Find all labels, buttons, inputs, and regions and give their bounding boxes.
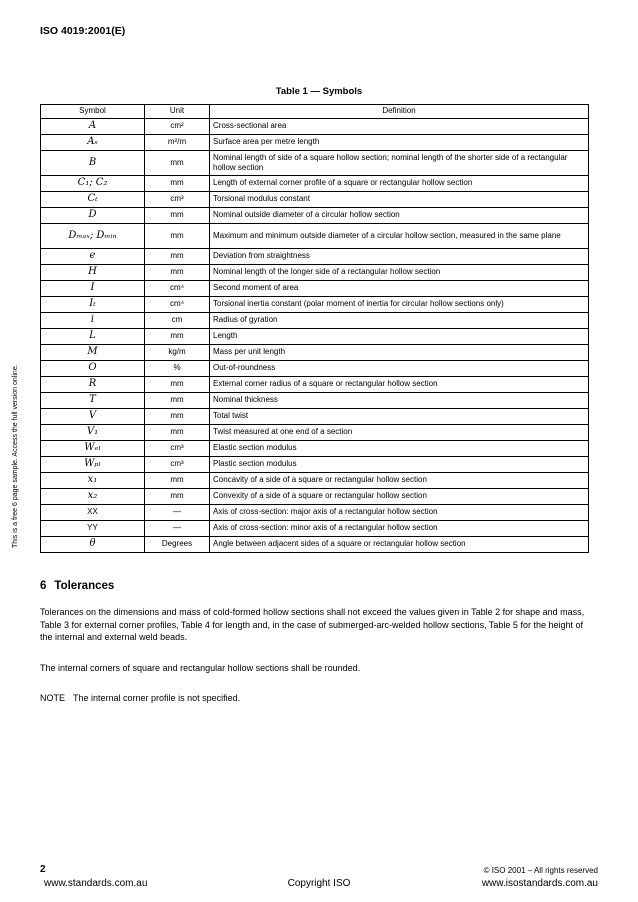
cell-symbol: YY	[41, 521, 145, 537]
table-caption: Table 1 — Symbols	[275, 86, 363, 97]
cell-definition: Second moment of area	[210, 281, 589, 297]
table-row	[41, 313, 589, 329]
cell-definition: Surface area per metre length	[210, 135, 589, 151]
table-row	[41, 425, 589, 441]
copyright-notice: © ISO 2001 – All rights reserved	[483, 866, 598, 875]
note-label: NOTE	[40, 693, 66, 703]
cell-unit: mm	[145, 393, 210, 409]
cell-symbol: H	[41, 265, 145, 281]
note	[40, 692, 590, 705]
cell-symbol: Aₛ	[41, 135, 145, 151]
cell-symbol: Iₜ	[41, 297, 145, 313]
table-row	[41, 192, 589, 208]
cell-symbol: V₁	[41, 425, 145, 441]
symbols-table	[40, 104, 589, 553]
cell-unit: kg/m	[145, 345, 210, 361]
table-row	[41, 393, 589, 409]
cell-definition: Torsional inertia constant (polar moment of inertia for circular hollow sections only)	[210, 297, 589, 313]
table-row	[41, 345, 589, 361]
cell-unit: mm	[145, 329, 210, 345]
table-row	[41, 119, 589, 135]
cell-unit: m²/m	[145, 135, 210, 151]
cell-definition: External corner radius of a square or rectangular hollow section	[210, 377, 589, 393]
cell-definition: Radius of gyration	[210, 313, 589, 329]
cell-definition: Nominal thickness	[210, 393, 589, 409]
cell-symbol: O	[41, 361, 145, 377]
cell-unit: Degrees	[145, 537, 210, 553]
cell-symbol: x₂	[41, 489, 145, 505]
cell-definition: Total twist	[210, 409, 589, 425]
cell-definition: Convexity of a side of a square or rectangular hollow section	[210, 489, 589, 505]
cell-symbol: R	[41, 377, 145, 393]
cell-symbol: i	[41, 313, 145, 329]
cell-unit: mm	[145, 265, 210, 281]
table-row	[41, 297, 589, 313]
cell-symbol: θ	[41, 537, 145, 553]
table-row	[41, 361, 589, 377]
cell-unit: mm	[145, 489, 210, 505]
cell-unit: cm³	[145, 457, 210, 473]
cell-definition: Axis of cross-section: minor axis of a rectangular hollow section	[210, 521, 589, 537]
section-number: 6	[40, 580, 47, 592]
table-row	[41, 224, 589, 249]
internal-corners-paragraph: The internal corners of square and rectangular hollow sections shall be rounded.	[40, 663, 361, 673]
column-header-definition: Definition	[210, 105, 589, 119]
table-row	[41, 377, 589, 393]
footer-isostandards-link[interactable]: www.isostandards.com.au	[481, 878, 598, 889]
document-id: ISO 4019:2001(E)	[40, 25, 126, 37]
cell-unit: mm	[145, 208, 210, 224]
table-row	[41, 521, 589, 537]
cell-definition: Nominal outside diameter of a circular hollow section	[210, 208, 589, 224]
cell-definition: Maximum and minimum outside diameter of a circular hollow section, measured in the same plane	[210, 224, 589, 249]
footer-copyright-iso: Copyright ISO	[287, 878, 351, 889]
table-row	[41, 409, 589, 425]
cell-definition: Angle between adjacent sides of a square or rectangular hollow section	[210, 537, 589, 553]
cell-unit: mm	[145, 409, 210, 425]
table-row	[41, 473, 589, 489]
cell-symbol: T	[41, 393, 145, 409]
section-title: Tolerances	[54, 580, 115, 592]
cell-definition: Mass per unit length	[210, 345, 589, 361]
cell-unit: mm	[145, 224, 210, 249]
cell-definition: Torsional modulus constant	[210, 192, 589, 208]
cell-unit: mm	[145, 425, 210, 441]
note-text: The internal corner profile is not specified.	[73, 693, 241, 703]
table-row	[41, 208, 589, 224]
table-row	[41, 441, 589, 457]
cell-symbol: Wₚₗ	[41, 457, 145, 473]
cell-unit: mm	[145, 176, 210, 192]
cell-symbol: C₁; C₂	[41, 176, 145, 192]
cell-definition: Length of external corner profile of a square or rectangular hollow section	[210, 176, 589, 192]
cell-unit: cm²	[145, 119, 210, 135]
cell-unit: mm	[145, 473, 210, 489]
section-heading	[40, 580, 114, 592]
cell-definition: Concavity of a side of a square or rectangular hollow section	[210, 473, 589, 489]
table-row	[41, 249, 589, 265]
footer-standards-link[interactable]: www.standards.com.au	[44, 878, 148, 889]
cell-definition: Plastic section modulus	[210, 457, 589, 473]
cell-symbol: Wₑₗ	[41, 441, 145, 457]
cell-unit: cm⁴	[145, 281, 210, 297]
cell-symbol: I	[41, 281, 145, 297]
cell-symbol: XX	[41, 505, 145, 521]
cell-definition: Length	[210, 329, 589, 345]
table-row	[41, 505, 589, 521]
cell-unit: cm³	[145, 441, 210, 457]
cell-definition: Nominal length of the longer side of a rectangular hollow section	[210, 265, 589, 281]
table-row	[41, 537, 589, 553]
cell-symbol: B	[41, 151, 145, 176]
table-row	[41, 151, 589, 176]
table-header-row	[41, 105, 589, 119]
cell-unit: mm	[145, 151, 210, 176]
cell-unit: mm	[145, 377, 210, 393]
cell-symbol: D	[41, 208, 145, 224]
cell-definition: Elastic section modulus	[210, 441, 589, 457]
cell-unit: —	[145, 521, 210, 537]
table-row	[41, 265, 589, 281]
table-row	[41, 281, 589, 297]
table-row	[41, 329, 589, 345]
table-row	[41, 457, 589, 473]
cell-symbol: e	[41, 249, 145, 265]
cell-symbol: V	[41, 409, 145, 425]
sample-side-note: This is a free 6 page sample. Access the full version online.	[12, 364, 19, 548]
cell-unit: %	[145, 361, 210, 377]
cell-definition: Twist measured at one end of a section	[210, 425, 589, 441]
column-header-symbol: Symbol	[41, 105, 145, 119]
cell-symbol: Dₘₐₓ; Dₘᵢₙ	[41, 224, 145, 249]
cell-unit: —	[145, 505, 210, 521]
cell-symbol: A	[41, 119, 145, 135]
cell-unit: cm⁴	[145, 297, 210, 313]
table-row	[41, 135, 589, 151]
page-number: 2	[40, 864, 46, 875]
cell-symbol: Cₜ	[41, 192, 145, 208]
cell-symbol: M	[41, 345, 145, 361]
cell-unit: cm	[145, 313, 210, 329]
column-header-unit: Unit	[145, 105, 210, 119]
cell-definition: Axis of cross-section: major axis of a rectangular hollow section	[210, 505, 589, 521]
tolerances-paragraph: Tolerances on the dimensions and mass of cold-formed hollow sections shall not exceed the values given in Table 2 for shape and mass, Table 3 for external corner profiles, Table 4 for length and, in the case of submerged-arc-welded hollow sections, Table 5 for the height of the internal and external weld beads.	[40, 607, 585, 642]
cell-definition: Out-of-roundness	[210, 361, 589, 377]
cell-unit: cm³	[145, 192, 210, 208]
cell-unit: mm	[145, 249, 210, 265]
cell-symbol: x₁	[41, 473, 145, 489]
table-row	[41, 176, 589, 192]
table-row	[41, 489, 589, 505]
cell-definition: Cross-sectional area	[210, 119, 589, 135]
cell-definition: Deviation from straightness	[210, 249, 589, 265]
cell-definition: Nominal length of side of a square hollow section; nominal length of the shorter side of a rectangular hollow section	[210, 151, 589, 176]
table-body	[41, 119, 589, 553]
cell-symbol: L	[41, 329, 145, 345]
